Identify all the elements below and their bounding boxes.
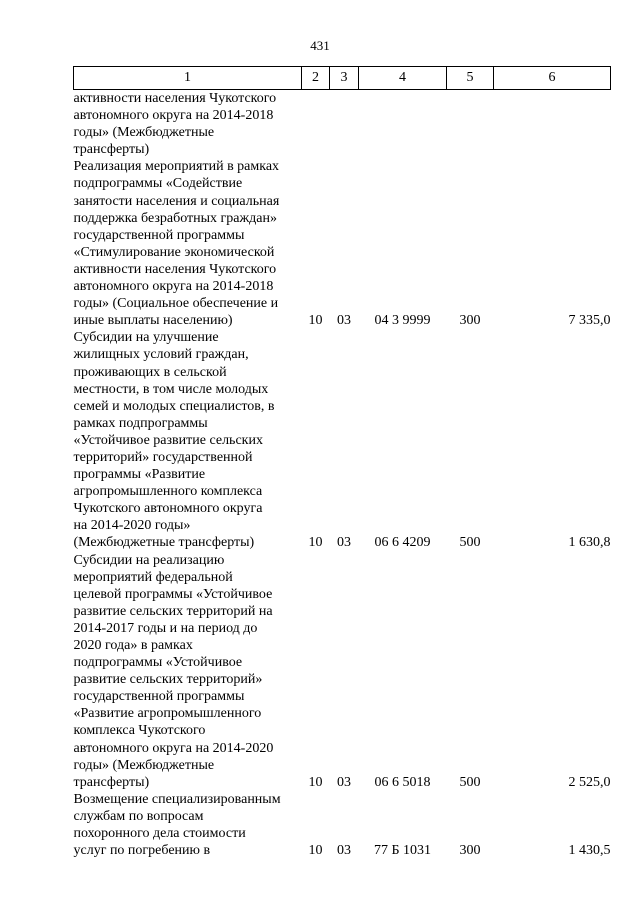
description-line: иные выплаты населению) <box>73 313 233 329</box>
section-code: 10 <box>308 535 323 551</box>
table-row <box>74 329 611 551</box>
subsection-code: 03 <box>337 843 351 859</box>
amount: 1 430,5 <box>568 843 611 859</box>
description-line: (Межбюджетные трансферты) <box>73 535 255 551</box>
table-header <box>74 67 611 90</box>
target-article-code: 06 6 5018 <box>374 774 431 790</box>
description-line: автономного округа на 2014-2020 <box>73 740 274 756</box>
description-line: рамках подпрограммы <box>73 415 208 431</box>
row-description <box>74 552 302 791</box>
expense-type-code: 300 <box>459 313 481 329</box>
target-article-code <box>359 90 447 159</box>
description-line: «Устойчивое развитие сельских <box>73 432 263 448</box>
description-line: на 2014-2020 годы» <box>73 518 191 534</box>
description-line: проживающих в сельской <box>73 364 227 380</box>
page-number: 431 <box>310 38 330 53</box>
expense-type-code: 500 <box>459 535 481 551</box>
table-row <box>74 791 611 859</box>
description-line: «Развитие агропромышленного <box>73 706 262 722</box>
description-line: целевой программы «Устойчивое <box>73 586 273 602</box>
description-line: похоронного дела стоимости <box>73 826 246 842</box>
description-line: активности населения Чукотского <box>73 91 277 106</box>
column-header-3: 3 <box>330 67 359 90</box>
description-line: Чукотского автономного округа <box>73 501 263 517</box>
table-row <box>74 552 611 791</box>
row-description <box>74 158 302 329</box>
description-line: услуг по погребению в <box>73 843 211 859</box>
subsection-code <box>330 90 359 159</box>
description-line: автономного округа на 2014-2018 <box>73 279 274 295</box>
target-article-code: 06 6 4209 <box>374 535 431 551</box>
column-header-2: 2 <box>302 67 330 90</box>
description-line: Реализация мероприятий в рамках <box>73 159 280 175</box>
table-body <box>74 90 611 860</box>
amount: 2 525,0 <box>568 774 611 790</box>
row-description <box>74 329 302 551</box>
column-header-1: 1 <box>74 67 302 90</box>
description-line: Субсидии на реализацию <box>73 552 225 568</box>
description-line: государственной программы <box>73 689 245 705</box>
description-line: активности населения Чукотского <box>73 261 277 277</box>
target-article-code: 04 3 9999 <box>374 313 431 329</box>
description-line: государственной программы <box>73 227 245 243</box>
subsection-code: 03 <box>337 313 351 329</box>
table-row <box>74 90 611 159</box>
header-row <box>74 67 611 90</box>
description-line: комплекса Чукотского <box>73 723 206 739</box>
description-line: годы» (Межбюджетные <box>73 125 215 141</box>
subsection-code: 03 <box>337 774 351 790</box>
target-article-code: 77 Б 1031 <box>373 843 432 859</box>
description-line: семей и молодых специалистов, в <box>73 398 275 414</box>
description-line: программы «Развитие <box>73 467 206 483</box>
description-line: подпрограммы «Устойчивое <box>73 655 243 671</box>
description-line: агропромышленного комплекса <box>73 484 263 500</box>
expense-type-code: 500 <box>459 774 481 790</box>
column-header-4: 4 <box>359 67 447 90</box>
row-description <box>74 90 302 159</box>
description-line: местности, в том числе молодых <box>73 381 269 397</box>
description-line: занятости населения и социальная <box>73 193 280 209</box>
description-line: развитие сельских территорий на <box>73 603 273 619</box>
column-header-6: 6 <box>494 67 611 90</box>
description-line: трансферты) <box>73 142 150 158</box>
description-line: трансферты) <box>73 774 150 790</box>
description-line: «Стимулирование экономической <box>73 244 275 260</box>
column-header-5: 5 <box>447 67 494 90</box>
expense-type-code <box>447 90 494 159</box>
section-code: 10 <box>308 313 323 329</box>
description-line: 2014-2017 годы и на период до <box>73 620 258 636</box>
expense-type-code: 300 <box>459 843 481 859</box>
description-line: годы» (Социальное обеспечение и <box>73 296 279 312</box>
description-line: мероприятий федеральной <box>73 569 233 585</box>
description-line: службам по вопросам <box>73 808 204 824</box>
section-code: 10 <box>308 843 323 859</box>
table-row <box>74 158 611 329</box>
budget-table <box>73 66 611 859</box>
description-line: 2020 года» в рамках <box>73 638 193 653</box>
description-line: Субсидии на улучшение <box>73 330 219 346</box>
description-line: подпрограммы «Содействие <box>73 176 243 192</box>
description-line: Возмещение специализированным <box>73 791 281 807</box>
description-line: автономного округа на 2014-2018 <box>73 108 274 124</box>
amount: 1 630,8 <box>568 535 611 551</box>
description-line: годы» (Межбюджетные <box>73 757 215 773</box>
row-description <box>74 791 302 859</box>
section-code: 10 <box>308 774 323 790</box>
description-line: территорий» государственной <box>73 449 253 465</box>
description-line: жилищных условий граждан, <box>73 347 249 363</box>
subsection-code: 03 <box>337 535 351 551</box>
section-code <box>302 90 330 159</box>
description-line: развитие сельских территорий» <box>73 672 263 688</box>
description-line: поддержка безработных граждан» <box>73 210 278 226</box>
amount: 7 335,0 <box>568 313 611 329</box>
amount <box>494 90 611 159</box>
